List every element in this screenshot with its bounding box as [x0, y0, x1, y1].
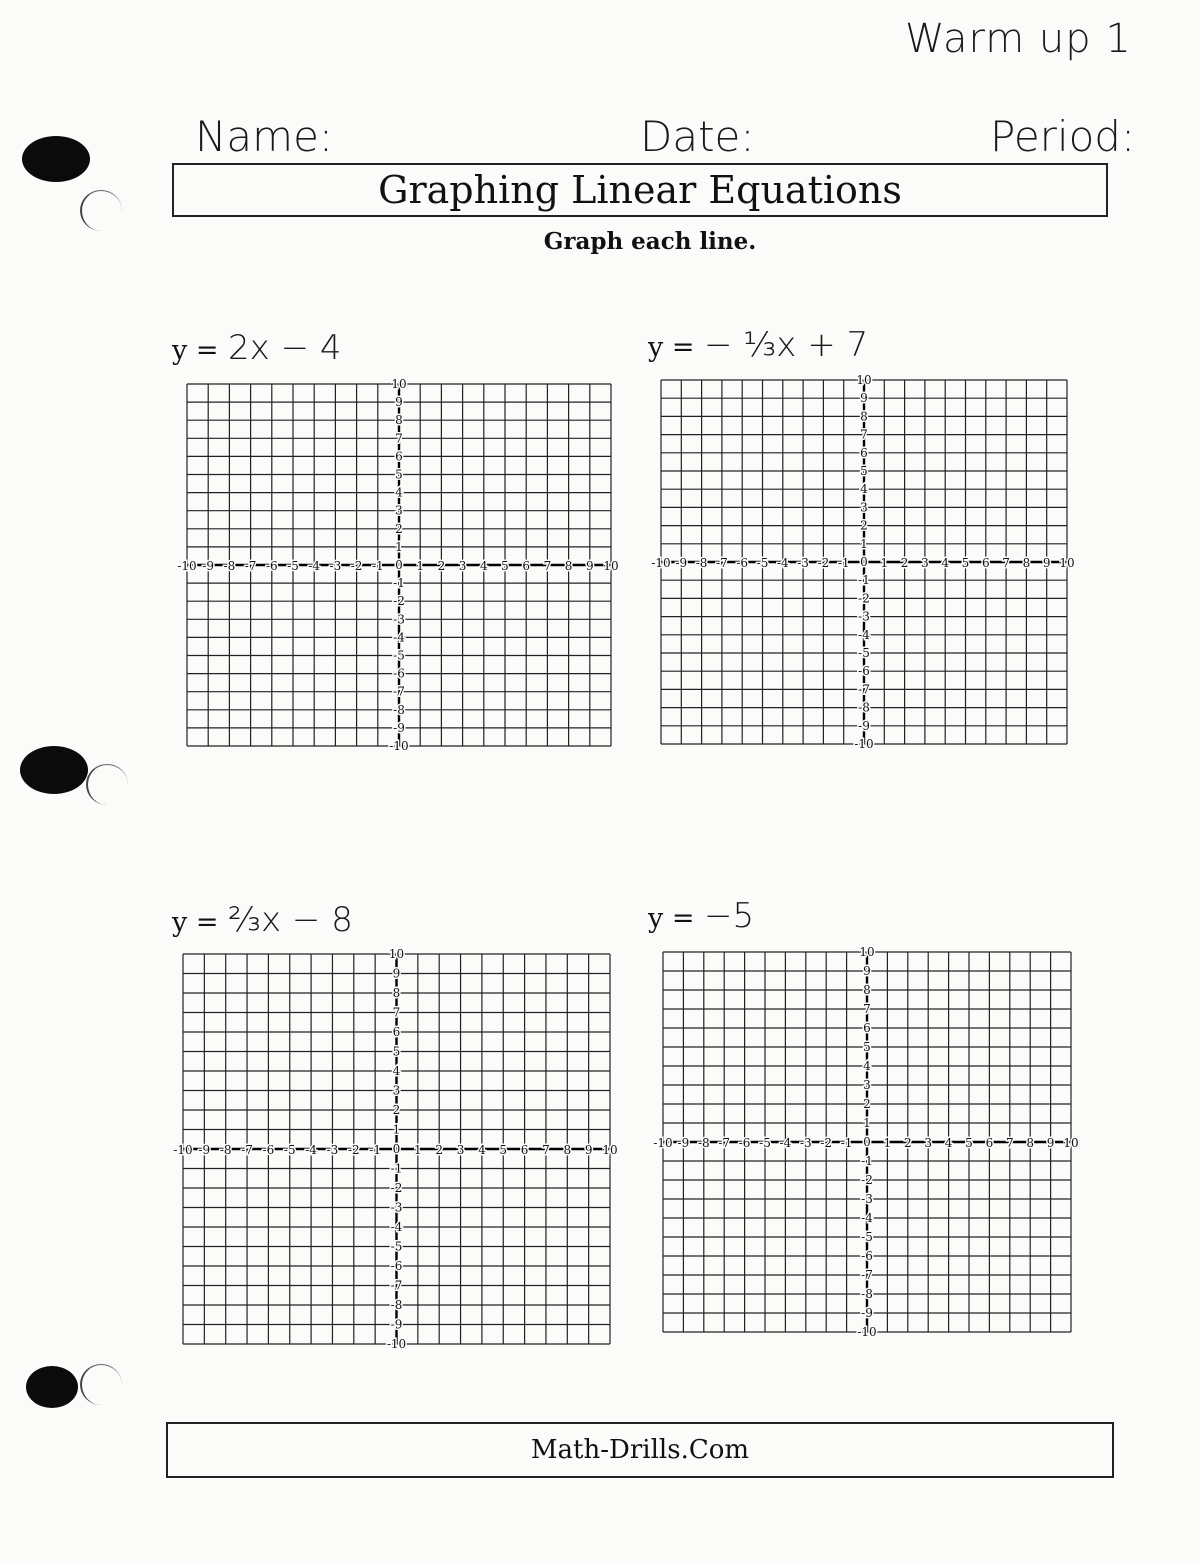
- grid-3-x-tick-label: 8: [563, 1143, 572, 1157]
- grid-2-y-tick-label: -6: [858, 664, 870, 679]
- grid-4-y-tick-label: 5: [863, 1040, 871, 1054]
- grid-3-x-tick-label: -8: [219, 1143, 232, 1157]
- coordinate-grid-4[interactable]: [653, 945, 1079, 1339]
- grid-2-x-tick-label: 4: [941, 556, 950, 570]
- problem-3-expression: ⅔x − 8: [228, 900, 353, 940]
- grid-1-y-tick-label: 0: [395, 558, 403, 572]
- grid-4-x-tick-label: 7: [1005, 1136, 1014, 1150]
- problem-3-y-prefix: y =: [172, 907, 219, 938]
- grid-4-x-tick-label: -9: [677, 1136, 690, 1150]
- grid-3-x-tick-label: -3: [326, 1143, 339, 1157]
- grid-4-x-tick-label: 5: [965, 1136, 973, 1150]
- grid-3-x-tick-label: -1: [369, 1143, 382, 1157]
- grid-3-y-tick-label: -1: [390, 1161, 403, 1176]
- grid-4-y-tick-label: 7: [863, 1002, 871, 1016]
- grid-4-x-tick-label: -1: [840, 1136, 853, 1150]
- grid-2-y-tick-label: 8: [860, 409, 868, 424]
- grid-2-x-tick-label: -5: [756, 556, 769, 570]
- period-field-label[interactable]: Period:: [990, 112, 1136, 161]
- grid-2-x-tick-label: -6: [736, 556, 749, 570]
- grid-4-x-tick-label: -4: [779, 1136, 792, 1150]
- coordinate-grid-3[interactable]: [173, 947, 618, 1351]
- grid-2-y-tick-label: -5: [858, 646, 870, 660]
- grid-4-y-tick-label: -2: [861, 1173, 873, 1187]
- grid-1-y-tick-label: -9: [393, 720, 405, 735]
- grid-4-y-tick-label: 10: [859, 945, 875, 959]
- grid-2-x-tick-label: -3: [797, 556, 809, 570]
- grid-1-y-tick-label: 6: [395, 449, 403, 464]
- grid-1-y-tick-label: -5: [393, 648, 405, 663]
- grid-1-y-tick-label: -3: [393, 612, 405, 627]
- grid-4-y-tick-label: -8: [861, 1287, 873, 1301]
- grid-1-y-tick-label: -1: [393, 576, 405, 591]
- grid-4-y-tick-label: -4: [861, 1211, 873, 1225]
- warm-up-label: Warm up 1: [905, 16, 1132, 62]
- grid-1-x-tick-label: 9: [585, 559, 594, 573]
- grid-3-x-tick-label: 9: [584, 1143, 593, 1157]
- problem-2-expression: − ⅓x + 7: [704, 325, 869, 365]
- grid-3-y-tick-label: 4: [392, 1064, 401, 1078]
- grid-2-y-tick-label: -4: [858, 627, 870, 642]
- grid-4-x-tick-label: 8: [1026, 1136, 1035, 1150]
- grid-1-y-tick-label: 4: [395, 485, 403, 500]
- grid-3-y-tick-label: -5: [390, 1239, 403, 1254]
- grid-1-y-tick-label: 10: [391, 377, 407, 391]
- grid-4-x-tick-label: -7: [718, 1136, 731, 1150]
- problem-1-equation: [172, 328, 342, 368]
- problem-4-expression: −5: [704, 896, 755, 936]
- grid-3-y-tick-label: 2: [392, 1103, 401, 1117]
- grid-2-y-tick-label: -10: [854, 737, 874, 751]
- grid-1-y-tick-label: 9: [395, 395, 403, 410]
- footer-site-name: Math-Drills.Com: [530, 1435, 750, 1465]
- grid-3-x-tick-label: 2: [435, 1143, 444, 1157]
- grid-1-x-tick-label: -5: [287, 559, 299, 573]
- grid-4-x-tick-label: 2: [903, 1136, 912, 1150]
- grid-3-x-tick-label: 5: [499, 1143, 508, 1157]
- grid-1-x-tick-label: 6: [522, 559, 531, 573]
- grid-2-x-tick-label: 10: [1059, 556, 1075, 570]
- grid-2-x-tick-label: 8: [1022, 556, 1031, 570]
- grid-2-x-tick-label: -1: [837, 556, 850, 570]
- grid-2-y-tick-label: 6: [860, 445, 868, 460]
- grid-1-y-tick-label: 2: [395, 521, 403, 536]
- grid-2-x-tick-label: 5: [961, 556, 970, 570]
- name-field-label[interactable]: Name:: [195, 112, 334, 161]
- grid-4-x-tick-label: 10: [1063, 1136, 1079, 1150]
- grid-2-x-tick-label: 6: [981, 556, 990, 570]
- grid-3-x-tick-label: 10: [602, 1143, 618, 1157]
- grid-2-x-tick-label: -2: [817, 556, 830, 570]
- grid-4-y-tick-label: -10: [857, 1325, 877, 1339]
- grid-4-y-tick-label: -1: [861, 1154, 873, 1168]
- grid-4-x-tick-label: 1: [883, 1136, 892, 1150]
- grid-2-y-tick-label: 10: [856, 373, 872, 387]
- grid-3-y-tick-label: -10: [386, 1337, 407, 1351]
- coordinate-grid-2[interactable]: [651, 373, 1075, 751]
- grid-3-x-tick-label: 7: [542, 1143, 550, 1157]
- grid-4-x-tick-label: -8: [697, 1136, 710, 1150]
- problem-2-y-prefix: y =: [648, 332, 695, 363]
- grid-3-y-tick-label: 0: [392, 1142, 401, 1156]
- grid-2-y-tick-label: 0: [860, 555, 868, 569]
- grid-4-y-tick-label: -6: [861, 1249, 873, 1263]
- grid-1-x-tick-label: 4: [479, 559, 488, 573]
- hole-punch-bottom: [26, 1366, 78, 1408]
- grid-1-x-tick-label: -2: [350, 559, 363, 573]
- grid-4-y-tick-label: -5: [861, 1230, 873, 1244]
- hole-punch-middle: [20, 746, 88, 794]
- grid-3-x-tick-label: -10: [173, 1143, 193, 1157]
- grid-4-x-tick-label: -2: [820, 1136, 833, 1150]
- grid-4-x-tick-label: 3: [924, 1136, 933, 1150]
- grid-3-x-tick-label: 1: [414, 1143, 422, 1157]
- grid-3-y-tick-label: -9: [390, 1317, 403, 1332]
- grid-1-x-tick-label: 8: [564, 559, 573, 573]
- grid-4-x-tick-label: -5: [759, 1136, 771, 1150]
- grid-2-y-tick-label: -8: [858, 700, 870, 715]
- grid-2-y-tick-label: 5: [860, 464, 868, 478]
- grid-1-x-tick-label: -8: [223, 559, 236, 573]
- grid-1-y-tick-label: 1: [395, 539, 403, 554]
- date-field-label[interactable]: Date:: [640, 112, 755, 161]
- grid-1-y-tick-label: 7: [395, 431, 403, 446]
- grid-1-y-tick-label: -4: [393, 630, 405, 645]
- grid-2-y-tick-label: -9: [858, 718, 870, 733]
- grid-3-y-tick-label: 6: [392, 1025, 401, 1039]
- grid-2-x-tick-label: 9: [1042, 556, 1051, 570]
- grid-1-x-tick-label: 1: [416, 559, 425, 573]
- grid-3-x-tick-label: -6: [262, 1143, 275, 1157]
- grid-3-y-tick-label: -3: [390, 1200, 403, 1215]
- grid-3-svg[interactable]: [173, 947, 618, 1351]
- grid-4-x-tick-label: -10: [653, 1136, 673, 1150]
- title-box: [172, 163, 1108, 217]
- grid-1-svg[interactable]: [177, 377, 619, 753]
- grid-3-x-tick-label: 4: [478, 1143, 486, 1157]
- hole-punch-top: [22, 136, 90, 182]
- problem-3-equation: [172, 900, 353, 940]
- coordinate-grid-1[interactable]: [177, 377, 619, 753]
- grid-1-y-tick-label: 5: [395, 467, 403, 482]
- grid-4-y-tick-label: -9: [861, 1306, 873, 1320]
- grid-2-x-tick-label: -7: [716, 556, 728, 570]
- grid-2-y-tick-label: 9: [860, 391, 868, 406]
- problem-4-y-prefix: y =: [648, 903, 695, 934]
- grid-2-x-tick-label: -10: [651, 556, 671, 570]
- grid-1-x-tick-label: 3: [458, 559, 467, 573]
- grid-4-y-tick-label: -3: [861, 1192, 873, 1206]
- grid-2-y-tick-label: -2: [858, 591, 870, 606]
- grid-4-y-tick-label: 0: [863, 1135, 871, 1149]
- grid-2-x-tick-label: -8: [695, 556, 708, 570]
- grid-2-x-tick-label: 7: [1002, 556, 1010, 570]
- grid-1-x-tick-label: -3: [329, 559, 342, 573]
- footer-box: [166, 1422, 1114, 1478]
- grid-3-y-tick-label: -4: [390, 1220, 403, 1234]
- grid-4-y-tick-label: 8: [863, 983, 871, 997]
- grid-2-x-tick-label: 3: [921, 556, 929, 570]
- grid-1-x-tick-label: -7: [244, 559, 257, 573]
- grid-3-y-tick-label: 7: [392, 1005, 401, 1020]
- hole-punch-middle-arc: [86, 764, 128, 805]
- grid-2-y-tick-label: 2: [860, 518, 868, 533]
- grid-2-y-tick-label: -7: [858, 682, 870, 697]
- grid-3-y-tick-label: 9: [392, 966, 401, 981]
- problem-2-equation: [648, 325, 868, 365]
- grid-3-y-tick-label: 10: [388, 947, 405, 961]
- problem-1-expression: 2x − 4: [228, 328, 342, 368]
- grid-4-y-tick-label: 3: [863, 1078, 871, 1092]
- grid-3-x-tick-label: -5: [283, 1143, 296, 1157]
- grid-3-x-tick-label: -9: [198, 1143, 211, 1157]
- hole-punch-top-arc: [80, 190, 122, 231]
- grid-1-x-tick-label: -9: [202, 559, 215, 573]
- grid-4-svg[interactable]: [653, 945, 1079, 1339]
- grid-3-x-tick-label: -2: [347, 1143, 360, 1157]
- grid-1-y-tick-label: -6: [393, 666, 405, 681]
- grid-1-x-tick-label: -4: [308, 559, 321, 573]
- grid-3-x-tick-label: -4: [305, 1143, 317, 1157]
- grid-4-y-tick-label: 1: [863, 1116, 871, 1130]
- grid-1-y-tick-label: 3: [395, 503, 403, 518]
- grid-1-y-tick-label: -8: [393, 702, 405, 717]
- grid-2-y-tick-label: -1: [858, 573, 870, 588]
- grid-1-x-tick-label: 5: [501, 559, 509, 573]
- grid-4-y-tick-label: -7: [861, 1268, 873, 1282]
- grid-3-y-tick-label: -8: [390, 1298, 403, 1312]
- grid-2-y-tick-label: 7: [860, 427, 868, 442]
- grid-4-y-tick-label: 2: [863, 1097, 871, 1111]
- grid-4-y-tick-label: 4: [863, 1059, 871, 1073]
- grid-3-y-tick-label: 3: [392, 1083, 401, 1098]
- grid-3-y-tick-label: -2: [390, 1181, 403, 1195]
- grid-2-y-tick-label: 1: [860, 536, 868, 551]
- grid-2-x-tick-label: -4: [776, 556, 789, 570]
- grid-2-y-tick-label: -3: [858, 609, 870, 624]
- grid-1-x-tick-label: 7: [543, 559, 552, 573]
- grid-3-y-tick-label: 8: [392, 986, 401, 1000]
- grid-2-y-tick-label: 4: [860, 482, 868, 497]
- grid-1-x-tick-label: -6: [265, 559, 278, 573]
- grid-2-x-tick-label: 2: [900, 556, 909, 570]
- grid-4-x-tick-label: 6: [985, 1136, 994, 1150]
- grid-2-svg[interactable]: [651, 373, 1075, 751]
- grid-3-x-tick-label: 6: [520, 1143, 529, 1157]
- grid-4-y-tick-label: 9: [863, 964, 871, 978]
- grid-3-x-tick-label: 3: [456, 1143, 465, 1157]
- grid-3-y-tick-label: -6: [390, 1259, 403, 1273]
- grid-3-y-tick-label: 1: [392, 1122, 401, 1137]
- grid-3-y-tick-label: 5: [392, 1044, 401, 1059]
- hole-punch-bottom-arc: [80, 1364, 122, 1405]
- grid-2-x-tick-label: 1: [880, 556, 889, 570]
- grid-4-x-tick-label: 9: [1046, 1136, 1055, 1150]
- grid-1-y-tick-label: -2: [393, 594, 405, 609]
- grid-4-x-tick-label: -6: [738, 1136, 751, 1150]
- worksheet-title: Graphing Linear Equations: [378, 168, 902, 212]
- grid-3-x-tick-label: -7: [241, 1143, 253, 1157]
- grid-2-y-tick-label: 3: [860, 500, 868, 515]
- grid-3-y-tick-label: -7: [390, 1278, 403, 1293]
- grid-1-x-tick-label: 2: [437, 559, 446, 573]
- grid-1-y-tick-label: -10: [389, 739, 409, 753]
- grid-4-x-tick-label: -3: [799, 1136, 812, 1150]
- problem-1-y-prefix: y =: [172, 335, 219, 366]
- grid-1-x-tick-label: 10: [603, 559, 619, 573]
- grid-1-x-tick-label: -10: [177, 559, 197, 573]
- grid-4-x-tick-label: 4: [944, 1136, 953, 1150]
- grid-1-y-tick-label: 8: [395, 413, 403, 428]
- grid-1-y-tick-label: -7: [393, 684, 405, 699]
- problem-4-equation: [648, 896, 754, 936]
- grid-4-y-tick-label: 6: [863, 1021, 871, 1035]
- worksheet-instructions: Graph each line.: [543, 228, 757, 255]
- grid-1-x-tick-label: -1: [371, 559, 384, 573]
- grid-2-x-tick-label: -9: [675, 556, 688, 570]
